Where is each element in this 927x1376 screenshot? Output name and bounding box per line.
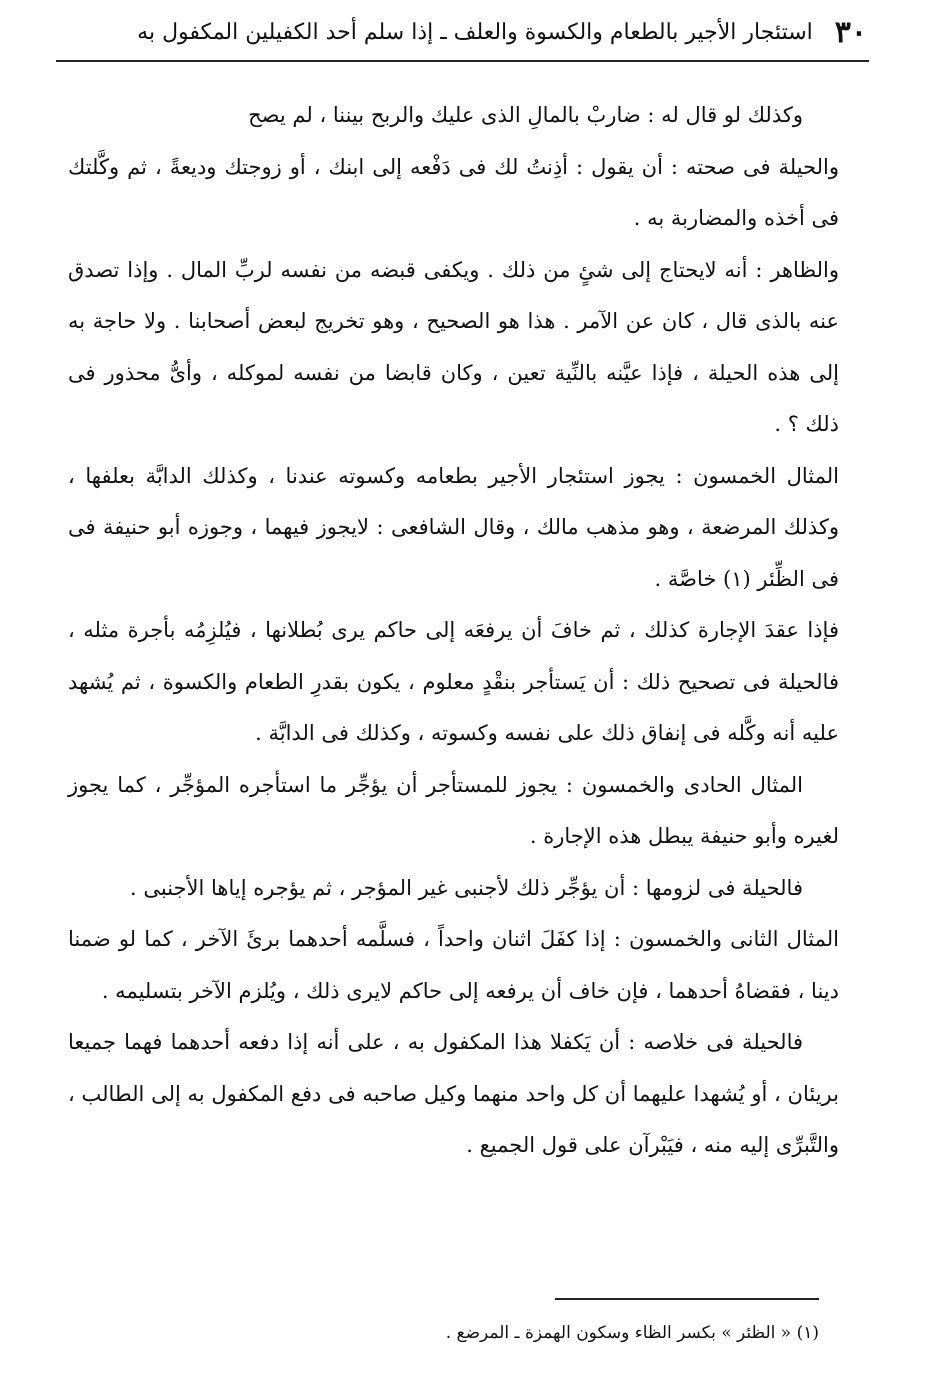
paragraph: المثال الحادى والخمسون : يجوز للمستأجر أن يؤجِّر ما استأجره المؤجِّر ، كما يجوز لغيره وأبو حنيفة يبطل هذه الإجارة . bbox=[68, 772, 839, 848]
running-title: استئجار الأجير بالطعام والكسوة والعلف ـ إذا سلم أحد الكفيلين المكفول به bbox=[137, 19, 813, 45]
footnote-divider bbox=[555, 1298, 819, 1300]
paragraph: والظاهر : أنه لايحتاج إلى شئٍ من ذلك . ويكفى قبضه من نفسه لربِّ المال . وإذا تصدق عنه بالذى قال ، كان عن الآمر . هذا هو الصحيح ، وهو تخريج لبعض أصحابنا . ولا حاجة به إلى هذه الحيلة ، فإذا عيَّنه بالنِّية تعين ، وكان قابضا من نفسه لموكله ، وأىُّ محذور فى ذلك ؟ . bbox=[68, 257, 839, 436]
paragraph: المثال الخمسون : يجوز استئجار الأجير بطعامه وكسوته عندنا ، وكذلك الدابَّة بعلفها ، وكذلك المرضعة ، وهو مذهب مالك ، وقال الشافعى : لايجوز فيهما ، وجوزه أبو حنيفة فى فى الظِّئر (١) خاصَّة . bbox=[68, 463, 839, 591]
paragraph: فإذا عقدَ الإجارة كذلك ، ثم خافَ أن يرفعَه إلى حاكم يرى بُطلانها ، فيُلزِمُه بأجرة مثله ، فالحيلة فى تصحيح ذلك : أن يَستأجر بنقْدٍ معلوم ، يكون بقدرِ الطعام والكسوة ، ثم يُشهد عليه أنه وكَّله فى إنفاق ذلك على نفسه وكسوته ، وكذلك فى الدابَّة . bbox=[68, 618, 839, 745]
page-header bbox=[60, 12, 867, 52]
page-number: ٣٠ bbox=[834, 14, 867, 50]
footnote bbox=[200, 1318, 819, 1348]
paragraph: فالحيلة فى لزومها : أن يؤجِّر ذلك لأجنبى غير المؤجر ، ثم يؤجره إياها الأجنبى . bbox=[130, 875, 803, 900]
paragraph: فالحيلة فى خلاصه : أن يَكفلا هذا المكفول به ، على أنه إذا دفعه أحدهما فهما جميعا بريئان ، أو يُشهدا عليهما أن كل واحد منهما وكيل صاحبه فى دفع المكفول به إلى الطالب ، والتَّبرِّى إليه منه ، فيَبْرآن على قول الجميع . bbox=[68, 1030, 839, 1157]
main-text bbox=[68, 90, 839, 1172]
paragraph: والحيلة فى صحته : أن يقول : أذِنتُ لك فى دَفْعه إلى ابنك ، أو زوجتك وديعةً ، ثم وكَّلتك فى أخذه والمضاربة به . bbox=[68, 154, 839, 230]
paragraph: المثال الثانى والخمسون : إذا كفَلَ اثنان واحداً ، فسلَّمه أحدهما برئَ الآخر ، كما لو ضمنا دينا ، فقضاهُ أحدهما ، فإن خاف أن يرفعه إلى حاكم لايرى ذلك ، ويُلزم الآخر بتسليمه . bbox=[68, 927, 839, 1003]
footnote-text: « الظئر » بكسر الظاء وسكون الهمزة ـ المرضع . bbox=[445, 1323, 792, 1343]
header-divider bbox=[56, 60, 869, 62]
footnote-marker: (١) bbox=[796, 1323, 819, 1343]
paragraph: وكذلك لو قال له : ضاربْ بالمالِ الذى عليك والربح بيننا ، لم يصح bbox=[248, 103, 803, 127]
